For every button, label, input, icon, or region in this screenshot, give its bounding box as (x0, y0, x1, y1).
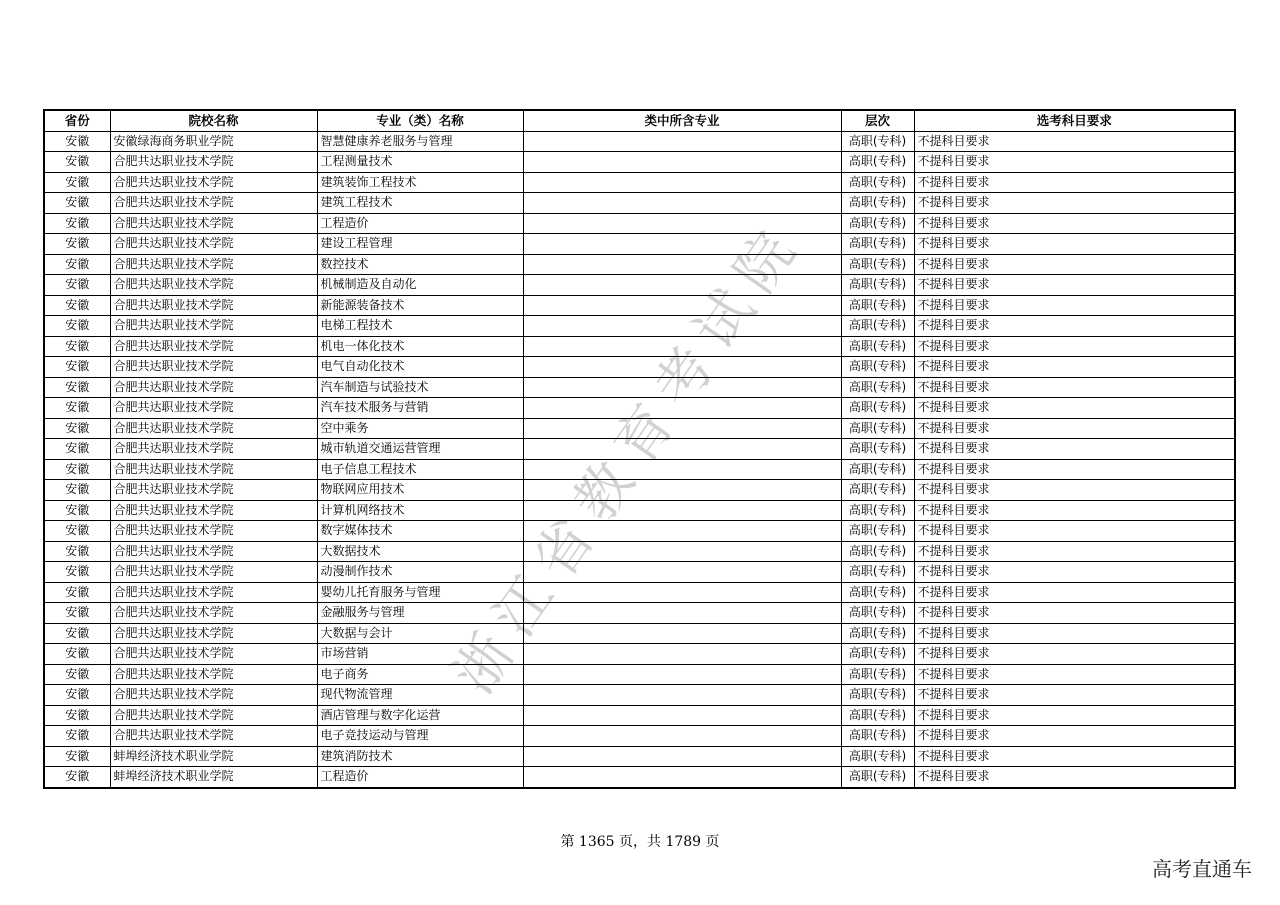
header-level: 层次 (841, 110, 914, 131)
cell-subject-requirement: 不提科目要求 (914, 398, 1235, 419)
table-header-row (44, 110, 1235, 131)
cell-major-name: 建筑装饰工程技术 (317, 172, 523, 193)
cell-major-name: 电梯工程技术 (317, 316, 523, 337)
table-row (44, 562, 1235, 583)
cell-major-name: 智慧健康养老服务与管理 (317, 131, 523, 152)
table-row (44, 603, 1235, 624)
cell-province: 安徽 (44, 254, 110, 275)
admission-requirements-table (43, 109, 1236, 789)
table-row (44, 623, 1235, 644)
cell-subject-requirement: 不提科目要求 (914, 439, 1235, 460)
cell-school-name: 合肥共达职业技术学院 (110, 295, 317, 316)
cell-subject-requirement: 不提科目要求 (914, 357, 1235, 378)
cell-major-name: 电子竞技运动与管理 (317, 726, 523, 747)
cell-school-name: 合肥共达职业技术学院 (110, 234, 317, 255)
cell-level: 高职(专科) (841, 295, 914, 316)
cell-level: 高职(专科) (841, 152, 914, 173)
cell-school-name: 合肥共达职业技术学院 (110, 582, 317, 603)
cell-included-majors (523, 521, 841, 542)
cell-major-name: 计算机网络技术 (317, 500, 523, 521)
cell-major-name: 建筑消防技术 (317, 746, 523, 767)
cell-level: 高职(专科) (841, 603, 914, 624)
cell-level: 高职(专科) (841, 131, 914, 152)
cell-level: 高职(专科) (841, 767, 914, 788)
cell-major-name: 酒店管理与数字化运营 (317, 705, 523, 726)
cell-subject-requirement: 不提科目要求 (914, 193, 1235, 214)
cell-school-name: 合肥共达职业技术学院 (110, 213, 317, 234)
cell-major-name: 建筑工程技术 (317, 193, 523, 214)
cell-included-majors (523, 254, 841, 275)
cell-school-name: 合肥共达职业技术学院 (110, 603, 317, 624)
cell-subject-requirement: 不提科目要求 (914, 562, 1235, 583)
table-row (44, 541, 1235, 562)
cell-school-name: 合肥共达职业技术学院 (110, 172, 317, 193)
cell-major-name: 机械制造及自动化 (317, 275, 523, 296)
cell-subject-requirement: 不提科目要求 (914, 480, 1235, 501)
header-province: 省份 (44, 110, 110, 131)
cell-school-name: 蚌埠经济技术职业学院 (110, 767, 317, 788)
table-row (44, 213, 1235, 234)
cell-province: 安徽 (44, 500, 110, 521)
cell-level: 高职(专科) (841, 172, 914, 193)
cell-major-name: 空中乘务 (317, 418, 523, 439)
table-row (44, 254, 1235, 275)
cell-subject-requirement: 不提科目要求 (914, 541, 1235, 562)
cell-included-majors (523, 193, 841, 214)
cell-major-name: 婴幼儿托育服务与管理 (317, 582, 523, 603)
cell-province: 安徽 (44, 316, 110, 337)
cell-school-name: 合肥共达职业技术学院 (110, 459, 317, 480)
cell-level: 高职(专科) (841, 562, 914, 583)
cell-included-majors (523, 767, 841, 788)
cell-province: 安徽 (44, 336, 110, 357)
cell-subject-requirement: 不提科目要求 (914, 664, 1235, 685)
cell-major-name: 电子信息工程技术 (317, 459, 523, 480)
cell-included-majors (523, 603, 841, 624)
cell-major-name: 现代物流管理 (317, 685, 523, 706)
table-row (44, 582, 1235, 603)
cell-school-name: 合肥共达职业技术学院 (110, 726, 317, 747)
cell-province: 安徽 (44, 685, 110, 706)
cell-major-name: 汽车技术服务与营销 (317, 398, 523, 419)
cell-subject-requirement: 不提科目要求 (914, 418, 1235, 439)
page-number: 第 1365 页，共 1789 页 (560, 834, 720, 850)
cell-level: 高职(专科) (841, 685, 914, 706)
header-included-majors: 类中所含专业 (523, 110, 841, 131)
table-row (44, 234, 1235, 255)
cell-subject-requirement: 不提科目要求 (914, 603, 1235, 624)
cell-province: 安徽 (44, 377, 110, 398)
cell-province: 安徽 (44, 152, 110, 173)
cell-major-name: 工程测量技术 (317, 152, 523, 173)
table-row (44, 152, 1235, 173)
cell-school-name: 合肥共达职业技术学院 (110, 275, 317, 296)
cell-subject-requirement: 不提科目要求 (914, 213, 1235, 234)
cell-province: 安徽 (44, 275, 110, 296)
cell-major-name: 金融服务与管理 (317, 603, 523, 624)
cell-level: 高职(专科) (841, 357, 914, 378)
cell-province: 安徽 (44, 541, 110, 562)
cell-included-majors (523, 316, 841, 337)
cell-included-majors (523, 541, 841, 562)
cell-included-majors (523, 377, 841, 398)
cell-province: 安徽 (44, 234, 110, 255)
cell-province: 安徽 (44, 459, 110, 480)
cell-level: 高职(专科) (841, 398, 914, 419)
cell-subject-requirement: 不提科目要求 (914, 377, 1235, 398)
cell-included-majors (523, 726, 841, 747)
cell-included-majors (523, 705, 841, 726)
cell-major-name: 动漫制作技术 (317, 562, 523, 583)
cell-included-majors (523, 685, 841, 706)
cell-level: 高职(专科) (841, 705, 914, 726)
cell-level: 高职(专科) (841, 418, 914, 439)
cell-included-majors (523, 439, 841, 460)
table-row (44, 644, 1235, 665)
cell-province: 安徽 (44, 172, 110, 193)
table-row (44, 295, 1235, 316)
cell-school-name: 合肥共达职业技术学院 (110, 336, 317, 357)
table-row (44, 398, 1235, 419)
cell-school-name: 蚌埠经济技术职业学院 (110, 746, 317, 767)
cell-included-majors (523, 275, 841, 296)
cell-school-name: 合肥共达职业技术学院 (110, 664, 317, 685)
cell-province: 安徽 (44, 664, 110, 685)
table-row (44, 131, 1235, 152)
table-body (44, 131, 1235, 788)
cell-province: 安徽 (44, 521, 110, 542)
cell-included-majors (523, 295, 841, 316)
cell-school-name: 合肥共达职业技术学院 (110, 193, 317, 214)
table-row (44, 316, 1235, 337)
cell-major-name: 数控技术 (317, 254, 523, 275)
cell-subject-requirement: 不提科目要求 (914, 767, 1235, 788)
cell-level: 高职(专科) (841, 664, 914, 685)
table-row (44, 767, 1235, 788)
cell-school-name: 合肥共达职业技术学院 (110, 623, 317, 644)
cell-level: 高职(专科) (841, 439, 914, 460)
table-row (44, 193, 1235, 214)
cell-subject-requirement: 不提科目要求 (914, 582, 1235, 603)
cell-included-majors (523, 152, 841, 173)
cell-subject-requirement: 不提科目要求 (914, 685, 1235, 706)
cell-included-majors (523, 398, 841, 419)
cell-level: 高职(专科) (841, 377, 914, 398)
cell-province: 安徽 (44, 767, 110, 788)
cell-subject-requirement: 不提科目要求 (914, 726, 1235, 747)
cell-subject-requirement: 不提科目要求 (914, 152, 1235, 173)
cell-major-name: 大数据与会计 (317, 623, 523, 644)
cell-level: 高职(专科) (841, 480, 914, 501)
cell-included-majors (523, 131, 841, 152)
cell-province: 安徽 (44, 295, 110, 316)
cell-major-name: 大数据技术 (317, 541, 523, 562)
cell-level: 高职(专科) (841, 275, 914, 296)
cell-subject-requirement: 不提科目要求 (914, 234, 1235, 255)
cell-school-name: 合肥共达职业技术学院 (110, 316, 317, 337)
table-row (44, 357, 1235, 378)
cell-school-name: 合肥共达职业技术学院 (110, 418, 317, 439)
cell-school-name: 合肥共达职业技术学院 (110, 398, 317, 419)
cell-subject-requirement: 不提科目要求 (914, 623, 1235, 644)
cell-province: 安徽 (44, 418, 110, 439)
cell-level: 高职(专科) (841, 336, 914, 357)
cell-major-name: 物联网应用技术 (317, 480, 523, 501)
cell-subject-requirement: 不提科目要求 (914, 172, 1235, 193)
cell-included-majors (523, 480, 841, 501)
cell-included-majors (523, 746, 841, 767)
cell-school-name: 合肥共达职业技术学院 (110, 705, 317, 726)
cell-school-name: 合肥共达职业技术学院 (110, 439, 317, 460)
cell-major-name: 建设工程管理 (317, 234, 523, 255)
cell-school-name: 合肥共达职业技术学院 (110, 152, 317, 173)
cell-subject-requirement: 不提科目要求 (914, 131, 1235, 152)
brand-logo-text: 高考直通车 (1152, 857, 1252, 881)
cell-school-name: 合肥共达职业技术学院 (110, 357, 317, 378)
header-major-name: 专业（类）名称 (317, 110, 523, 131)
cell-subject-requirement: 不提科目要求 (914, 275, 1235, 296)
cell-school-name: 合肥共达职业技术学院 (110, 377, 317, 398)
cell-included-majors (523, 357, 841, 378)
table-row (44, 664, 1235, 685)
cell-included-majors (523, 234, 841, 255)
cell-included-majors (523, 336, 841, 357)
cell-school-name: 安徽绿海商务职业学院 (110, 131, 317, 152)
table-row (44, 172, 1235, 193)
cell-province: 安徽 (44, 705, 110, 726)
cell-level: 高职(专科) (841, 582, 914, 603)
cell-province: 安徽 (44, 193, 110, 214)
cell-level: 高职(专科) (841, 644, 914, 665)
cell-major-name: 数字媒体技术 (317, 521, 523, 542)
cell-included-majors (523, 562, 841, 583)
cell-subject-requirement: 不提科目要求 (914, 254, 1235, 275)
cell-level: 高职(专科) (841, 500, 914, 521)
table-row (44, 685, 1235, 706)
table-row (44, 275, 1235, 296)
cell-major-name: 工程造价 (317, 213, 523, 234)
cell-school-name: 合肥共达职业技术学院 (110, 254, 317, 275)
cell-level: 高职(专科) (841, 213, 914, 234)
cell-province: 安徽 (44, 726, 110, 747)
cell-level: 高职(专科) (841, 316, 914, 337)
cell-major-name: 城市轨道交通运营管理 (317, 439, 523, 460)
cell-school-name: 合肥共达职业技术学院 (110, 500, 317, 521)
cell-level: 高职(专科) (841, 541, 914, 562)
cell-school-name: 合肥共达职业技术学院 (110, 685, 317, 706)
cell-subject-requirement: 不提科目要求 (914, 705, 1235, 726)
cell-included-majors (523, 500, 841, 521)
cell-major-name: 机电一体化技术 (317, 336, 523, 357)
cell-province: 安徽 (44, 398, 110, 419)
cell-subject-requirement: 不提科目要求 (914, 521, 1235, 542)
cell-school-name: 合肥共达职业技术学院 (110, 541, 317, 562)
cell-major-name: 工程造价 (317, 767, 523, 788)
cell-level: 高职(专科) (841, 254, 914, 275)
cell-level: 高职(专科) (841, 623, 914, 644)
cell-province: 安徽 (44, 623, 110, 644)
cell-major-name: 市场营销 (317, 644, 523, 665)
cell-province: 安徽 (44, 131, 110, 152)
cell-school-name: 合肥共达职业技术学院 (110, 644, 317, 665)
table-row (44, 418, 1235, 439)
table-row (44, 336, 1235, 357)
table-row (44, 746, 1235, 767)
watermark: 浙江省教育考试院 (441, 209, 816, 706)
cell-province: 安徽 (44, 213, 110, 234)
table-row (44, 480, 1235, 501)
table-row (44, 500, 1235, 521)
table-row (44, 726, 1235, 747)
cell-major-name: 汽车制造与试验技术 (317, 377, 523, 398)
cell-included-majors (523, 172, 841, 193)
header-subject-requirement: 选考科目要求 (914, 110, 1235, 131)
cell-included-majors (523, 459, 841, 480)
cell-school-name: 合肥共达职业技术学院 (110, 562, 317, 583)
cell-major-name: 电气自动化技术 (317, 357, 523, 378)
cell-included-majors (523, 418, 841, 439)
cell-level: 高职(专科) (841, 726, 914, 747)
cell-subject-requirement: 不提科目要求 (914, 316, 1235, 337)
cell-province: 安徽 (44, 603, 110, 624)
table-row (44, 377, 1235, 398)
cell-included-majors (523, 213, 841, 234)
cell-province: 安徽 (44, 746, 110, 767)
cell-level: 高职(专科) (841, 746, 914, 767)
cell-subject-requirement: 不提科目要求 (914, 500, 1235, 521)
cell-subject-requirement: 不提科目要求 (914, 644, 1235, 665)
cell-province: 安徽 (44, 562, 110, 583)
cell-school-name: 合肥共达职业技术学院 (110, 480, 317, 501)
cell-subject-requirement: 不提科目要求 (914, 336, 1235, 357)
table-row (44, 439, 1235, 460)
cell-school-name: 合肥共达职业技术学院 (110, 521, 317, 542)
cell-major-name: 电子商务 (317, 664, 523, 685)
cell-subject-requirement: 不提科目要求 (914, 459, 1235, 480)
cell-included-majors (523, 664, 841, 685)
cell-subject-requirement: 不提科目要求 (914, 746, 1235, 767)
cell-province: 安徽 (44, 582, 110, 603)
header-school-name: 院校名称 (110, 110, 317, 131)
cell-province: 安徽 (44, 480, 110, 501)
cell-subject-requirement: 不提科目要求 (914, 295, 1235, 316)
table-row (44, 705, 1235, 726)
table-row (44, 521, 1235, 542)
cell-level: 高职(专科) (841, 193, 914, 214)
table-row (44, 459, 1235, 480)
cell-province: 安徽 (44, 644, 110, 665)
cell-level: 高职(专科) (841, 234, 914, 255)
cell-level: 高职(专科) (841, 459, 914, 480)
cell-major-name: 新能源装备技术 (317, 295, 523, 316)
cell-level: 高职(专科) (841, 521, 914, 542)
cell-province: 安徽 (44, 439, 110, 460)
cell-province: 安徽 (44, 357, 110, 378)
cell-included-majors (523, 582, 841, 603)
cell-included-majors (523, 623, 841, 644)
cell-included-majors (523, 644, 841, 665)
